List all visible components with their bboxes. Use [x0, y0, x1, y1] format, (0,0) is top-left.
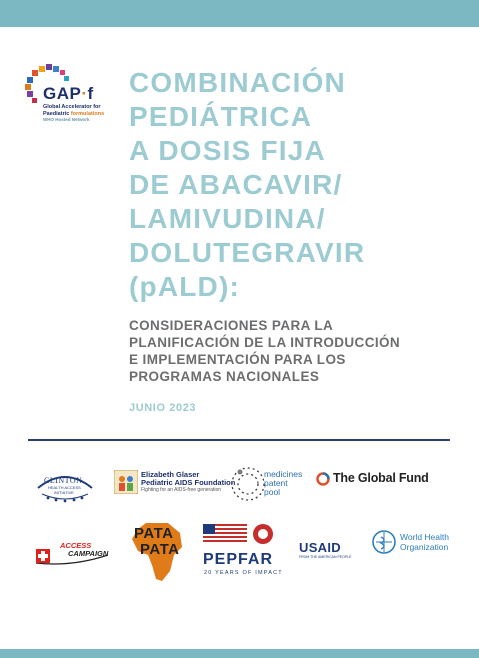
document-subtitle — [129, 317, 459, 385]
gapf-tagline: Global Accelerator for Paediatric formulations WHO Hosted Network — [43, 104, 105, 122]
gapf-wordmark: GAP·f — [43, 84, 94, 103]
mpp-name-3: pool — [264, 487, 281, 497]
usaid-name: USAID — [299, 540, 341, 555]
subtitle-line: PROGRAMAS NACIONALES — [129, 369, 320, 384]
globalfund-name: The Global Fund — [333, 471, 429, 485]
egpaf-tagline: Fighting for an AIDS-free generation — [141, 487, 222, 493]
egpaf-name-1: Elizabeth Glaser — [141, 470, 200, 479]
patapata-name-1: PATA — [134, 525, 174, 542]
pepfar-logo — [201, 522, 281, 582]
title-line: DOLUTEGRAVIR — [129, 237, 366, 268]
who-name-1: World Health — [400, 532, 449, 542]
flag-ribbon-icon — [201, 522, 281, 552]
egpaf-name-2: Pediatric AIDS Foundation — [141, 478, 236, 487]
globalfund-logo — [316, 470, 444, 490]
who-name-2: Organization — [400, 542, 449, 552]
patapata-name-2: PATA — [140, 541, 180, 558]
mpp-logo — [228, 464, 306, 504]
who-emblem-icon — [371, 529, 397, 555]
msf-access-logo — [32, 537, 112, 571]
title-line: DE ABACAVIR/ — [129, 169, 343, 200]
mpp-name-2: patent — [264, 478, 288, 488]
usaid-tagline: FROM THE AMERICAN PEOPLE — [299, 555, 352, 559]
title-line: (pALD): — [129, 271, 241, 302]
pepfar-name: PEPFAR — [203, 551, 274, 568]
clinton-sub-2: INITIATIVE — [54, 490, 74, 495]
clinton-name: CLINTON — [44, 476, 83, 485]
publication-date: JUNIO 2023 — [129, 402, 197, 414]
mpp-dots-icon — [228, 464, 268, 504]
mpp-name-1: medicines — [264, 469, 303, 479]
usaid-logo — [299, 540, 359, 562]
patapata-logo — [128, 519, 186, 585]
divider — [28, 439, 450, 441]
document-title — [129, 66, 469, 304]
clinton-sub: HEALTH ACCESS — [48, 485, 81, 490]
egpaf-logo — [114, 470, 236, 494]
top-band — [0, 0, 479, 27]
who-logo — [371, 529, 451, 555]
subtitle-line: E IMPLEMENTACIÓN PARA LOS — [129, 352, 346, 367]
msf-access-name-2: CAMPAIGN — [68, 549, 109, 558]
subtitle-line: PLANIFICACIÓN DE LA INTRODUCCIÓN — [129, 335, 401, 350]
clinton-logo — [34, 466, 96, 506]
subtitle-line: CONSIDERACIONES PARA LA — [129, 318, 334, 333]
globalfund-mark-icon — [316, 472, 330, 486]
title-line: A DOSIS FIJA — [129, 135, 326, 166]
title-line: COMBINACIÓN — [129, 67, 346, 98]
bottom-band — [0, 649, 479, 658]
egpaf-drawing-icon — [114, 470, 138, 494]
msf-access-name: ACCESS — [60, 541, 92, 550]
title-line: PEDIÁTRICA — [129, 101, 313, 132]
title-line: LAMIVUDINA/ — [129, 203, 326, 234]
pepfar-tagline: 20 YEARS OF IMPACT — [204, 570, 283, 576]
gapf-logo — [22, 62, 122, 132]
